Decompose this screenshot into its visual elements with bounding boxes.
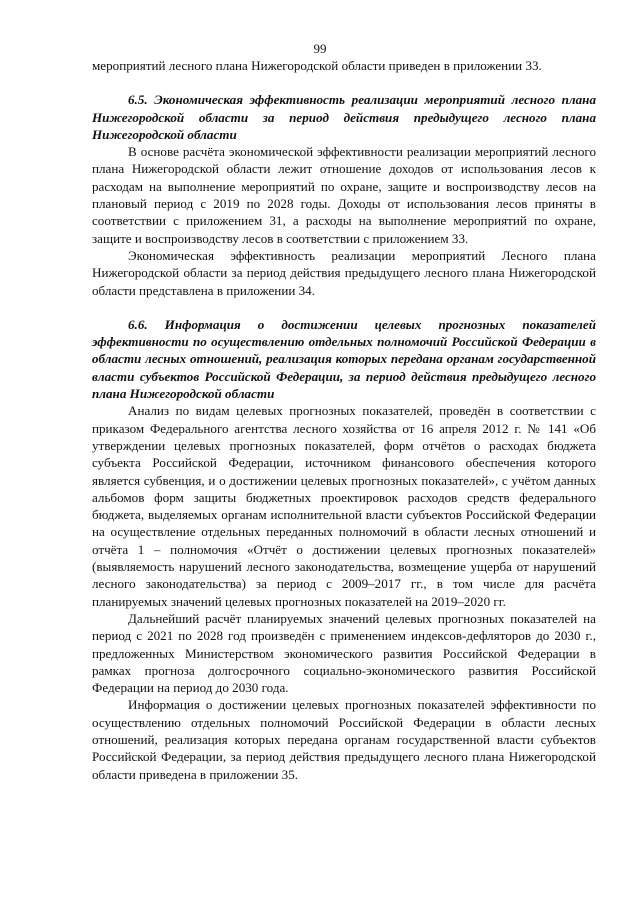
page-content xyxy=(92,57,596,783)
section-6-6-paragraph: Информация о достижении целевых прогнозных показателей эффективности по осуществлению отдельных полномочий Российской Федерации в области лесных отношений, реализация которых передана органам государственной власти субъектов Российской Федерации, за период действия предыдущего лесного плана Нижегородской области приведена в приложении 35. xyxy=(92,697,596,782)
spacer xyxy=(92,74,596,91)
section-6-6-paragraph: Дальнейший расчёт планируемых значений целевых прогнозных показателей на период с 2021 по 2028 год произведён с применением индексов-дефляторов до 2030 г., предложенных Министерством экономического развития Российской Федерации в рамках прогноза долгосрочного социально-экономического развития Российской Федерации на период до 2030 года. xyxy=(92,610,596,696)
section-6-6-paragraph: Анализ по видам целевых прогнозных показателей, проведён в соответствии с приказом Федерального агентства лесного хозяйства от 16 апреля 2012 г. № 141 «Об утверждении целевых прогнозных показателей, форм отчётов о расходах бюджета субъекта Российской Федерации, источником финансового обеспечения которого является субвенция, и о достижении целевых прогнозных показателей», с учётом данных альбомов форм защиты бюджетных проектировок расходов средств федерального бюджета, выделяемых органам исполнительной власти субъектов Российской Федерации на осуществление отдельных переданных полномочий в области лесных отношений и отчёта 1 – полномочия «Отчёт о достижении целевых прогнозных показателей» (выявляемость нарушений лесного законодательства, возмещение ущерба от нарушений лесного законодательства) за период с 2009–2017 гг., в том числе для расчёта планируемых значений целевых прогнозных показателей на 2019–2020 гг. xyxy=(92,403,596,609)
page-number: 99 xyxy=(313,41,327,56)
section-6-5-heading: 6.5. Экономическая эффективность реализации мероприятий лесного плана Нижегородской области за период действия предыдущего лесного плана Нижегородской области xyxy=(92,92,596,142)
section-6-5-paragraph: Экономическая эффективность реализации мероприятий Лесного плана Нижегородской области за период действия предыдущего лесного плана Нижегородской области представлена в приложении 34. xyxy=(92,247,596,298)
intro-line: мероприятий лесного плана Нижегородской области приведен в приложении 33. xyxy=(92,58,542,73)
section-6-6-heading: 6.6. Информация о достижении целевых прогнозных показателей эффективности по осуществлению отдельных полномочий Российской Федерации в области лесных отношений, реализация которых передана органам государственной власти субъектов Российской Федерации, за период действия предыдущего лесного плана Нижегородской области xyxy=(92,316,596,402)
section-6-5-paragraph: В основе расчёта экономической эффективности реализации мероприятий лесного плана Нижегородской области лежит отношение доходов от использования лесов к расходам на выполнение мероприятий по охране, защите и воспроизводству лесов на плановый период с 2019 по 2028 годы. Доходы от использования лесов приняты в соответствии с приложением 31, а расходы на выполнение мероприятий по охране, защите и воспроизводству лесов в соответствии с приложением 33. xyxy=(92,144,596,246)
spacer xyxy=(92,299,596,316)
